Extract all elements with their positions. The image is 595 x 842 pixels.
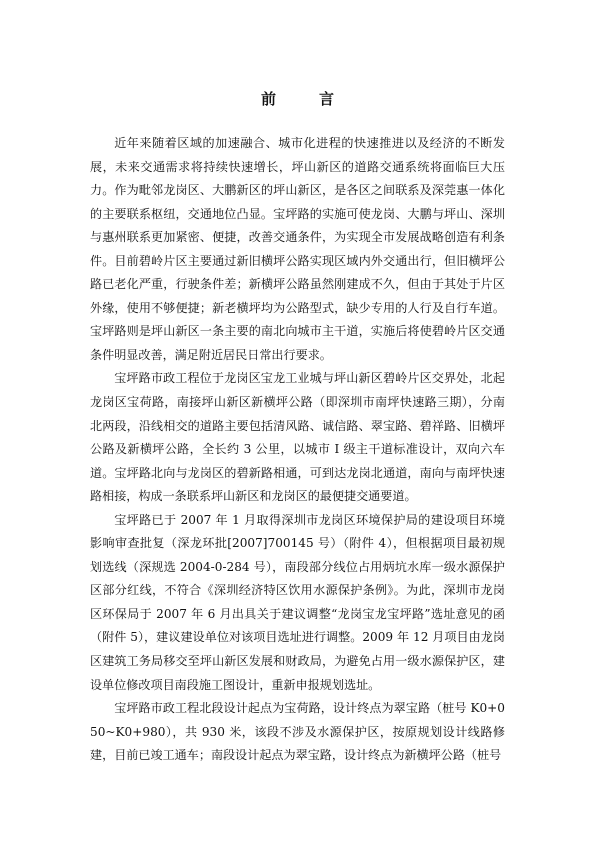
paragraph-3: 宝坪路已于 2007 年 1 月取得深圳市龙岗区环境保护局的建设项目环境影响审查批复（深龙环批[2007]700145 号）（附件 4），但根据项目最初规划选线（深规选 2004-0-284 号），南段部分线位占用炳坑水库一级水源保护区部分红线，不符合《深圳经济特区饮用水源保护条例》。为此，深圳市龙岗区环保局于 2007 年 6 月出具关于建议调整“龙岗宝龙宝坪路”选址意见的函（附件 5），建议建设单位对该项目选址进行调整。2009 年 12 月项目由龙岗区建筑工务局移交至坪山新区发展和财政局，为避免占用一级水源保护区，建设单位修改项目南段施工图设计，重新申报规划选址。 [90, 512, 505, 692]
paragraph-2: 宝坪路市政工程位于龙岗区宝龙工业城与坪山新区碧岭片区交界处，北起龙岗区宝荷路，南接坪山新区新横坪公路（即深圳市南坪快速路三期），分南北两段，沿线相交的道路主要包括清风路、诚信路、翠宝路、碧祥路、旧横坪公路及新横坪公路，全长约 3 公里，以城市 I 级主干道标准设计，双向六车道。宝坪路北向与龙岗区的碧新路相通，可到达龙岗北通道，南向与南坪快速路相接，构成一条联系坪山新区和龙岗区的最便捷交通要道。 [90, 371, 505, 504]
preface-body [90, 132, 505, 768]
paragraph-4: 宝坪路市政工程北段设计起点为宝荷路，设计终点为翠宝路（桩号 K0+050~K0+980），共 930 米，该段不涉及水源保护区，按原规划设计线路修建，目前已竣工通车；南段设计起点为翠宝路，设计终点为新横坪公路（桩号 [90, 701, 505, 763]
paragraph-1: 近年来随着区域的加速融合、城市化进程的快速推进以及经济的不断发展，未来交通需求将持续快速增长，坪山新区的道路交通系统将面临巨大压力。作为毗邻龙岗区、大鹏新区的坪山新区，是各区之间联系及深莞惠一体化的主要联系枢纽，交通地位凸显。宝坪路的实施可使龙岗、大鹏与坪山、深圳与惠州联系更加紧密、便捷，改善交通条件，为实现全市发展战略创造有利条件。目前碧岭片区主要通过新旧横坪公路实现区域内外交通出行，但旧横坪公路已老化严重，行驶条件差；新横坪公路虽然刚建成不久，但由于其处于片区外缘，使用不够便捷；新老横坪均为公路型式，缺少专用的人行及自行车道。宝坪路则是坪山新区一条主要的南北向城市主干道，实施后将使碧岭片区交通条件明显改善，满足附近居民日常出行要求。 [90, 136, 505, 362]
page-title: 前 言 [260, 90, 348, 108]
